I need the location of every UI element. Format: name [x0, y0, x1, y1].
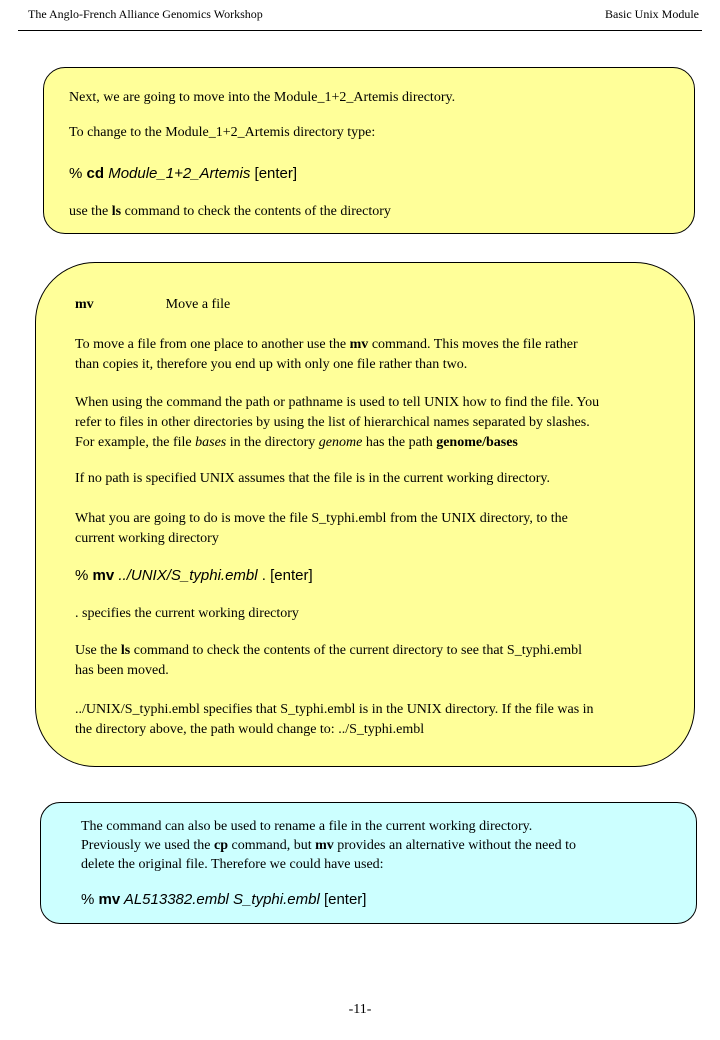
- mv-title: [75, 295, 230, 315]
- rename-instruction-box: [40, 802, 697, 924]
- para7-line1: ../UNIX/S_typhi.embl specifies that S_typhi.embl is in the UNIX directory. If the file was in: [75, 702, 594, 717]
- mv-command-dot: .: [257, 567, 266, 584]
- para2-line1: When using the command the path or pathname is used to tell UNIX how to find the file. You: [75, 395, 600, 410]
- para5: . specifies the current working directory: [75, 606, 299, 621]
- page-number: -11-: [348, 1002, 372, 1017]
- enter-key-text: [enter]: [250, 165, 298, 182]
- text: Previously we used the: [81, 838, 214, 853]
- para4-line2: current working directory: [75, 531, 219, 546]
- ls-command: ls: [111, 204, 122, 219]
- para2-line3: [75, 433, 518, 453]
- file-bases: bases: [195, 435, 227, 450]
- para6-line1: [75, 641, 582, 661]
- mv-command: [75, 566, 313, 586]
- enter-key-text: [enter]: [319, 891, 367, 908]
- mv-inline: mv: [349, 337, 369, 352]
- mv-command-name: mv: [92, 567, 115, 584]
- box1-line2: To change to the Module_1+2_Artemis directory type:: [69, 125, 376, 140]
- cd-command: [69, 164, 297, 184]
- para1-line1: [75, 335, 578, 355]
- text: command to check the contents of the current directory to see that S_typhi.embl: [130, 643, 582, 658]
- text: command to check the contents of the directory: [121, 204, 391, 219]
- text: Use the: [75, 643, 121, 658]
- box3-line2: [81, 836, 576, 856]
- text: in the directory: [226, 435, 319, 450]
- text: provides an alternative without the need to: [333, 838, 576, 853]
- cp-inline: cp: [213, 838, 228, 853]
- rename-command-name: mv: [98, 891, 121, 908]
- cd-command-arg: Module_1+2_Artemis: [104, 165, 251, 182]
- text: has the path: [362, 435, 437, 450]
- rename-command: [81, 890, 366, 910]
- rename-command-arg: AL513382.embl S_typhi.embl: [120, 891, 320, 908]
- para4-line1: What you are going to do is move the file S_typhi.embl from the UNIX directory, to the: [75, 511, 568, 526]
- box3-line3: delete the original file. Therefore we could have used:: [81, 857, 384, 872]
- box1-line4: [69, 202, 391, 222]
- para6-line2: has been moved.: [75, 663, 169, 678]
- para2-line2: refer to files in other directories by using the list of hierarchical names separated by slashes.: [75, 415, 590, 430]
- para3: If no path is specified UNIX assumes that the file is in the current working directory.: [75, 471, 550, 486]
- mv-title-desc: Move a file: [165, 297, 231, 312]
- mv-instruction-box: [35, 262, 695, 767]
- prompt-symbol: %: [69, 165, 87, 182]
- header-rule: [18, 30, 702, 31]
- text: To move a file from one place to another use the: [75, 337, 350, 352]
- mv-inline: mv: [315, 838, 334, 853]
- box1-line1: Next, we are going to move into the Module_1+2_Artemis directory.: [69, 90, 456, 105]
- cd-instruction-box: [43, 67, 695, 234]
- ls-inline: ls: [120, 643, 131, 658]
- page-header-right: Basic Unix Module: [605, 7, 699, 21]
- mv-title-cmd: mv: [75, 297, 94, 312]
- text: use the: [69, 204, 112, 219]
- prompt-symbol: %: [75, 567, 93, 584]
- prompt-symbol: %: [81, 891, 99, 908]
- text: command. This moves the file rather: [368, 337, 578, 352]
- page-header-left: The Anglo-French Alliance Genomics Workshop: [28, 7, 263, 21]
- path-genome-bases: genome/bases: [436, 435, 518, 450]
- para7-line2: the directory above, the path would change to: ../S_typhi.embl: [75, 722, 425, 737]
- text: For example, the file: [75, 435, 196, 450]
- text: command, but: [227, 838, 316, 853]
- para1-line2: than copies it, therefore you end up with only one file rather than two.: [75, 357, 468, 372]
- dir-genome: genome: [318, 435, 363, 450]
- box3-line1: The command can also be used to rename a file in the current working directory.: [81, 819, 533, 834]
- cd-command-name: cd: [86, 165, 105, 182]
- mv-command-arg: ../UNIX/S_typhi.embl: [114, 567, 258, 584]
- enter-key-text: [enter]: [265, 567, 313, 584]
